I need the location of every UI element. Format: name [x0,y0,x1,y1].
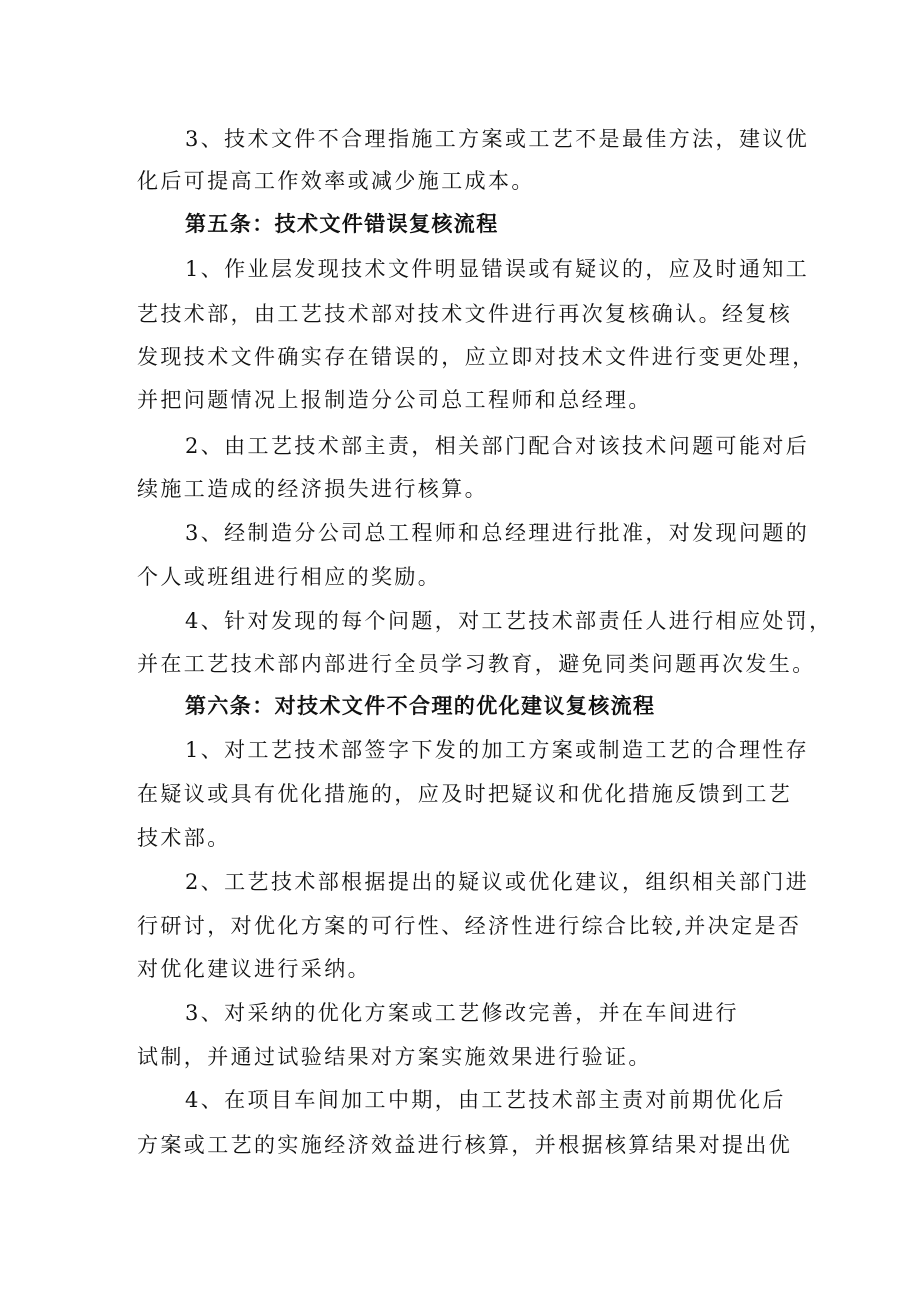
paragraph-line: 试制，并通过试验结果对方案实施效果进行验证。 [137,1045,652,1069]
section-heading: 第六条：对技术文件不合理的优化建议复核流程 [185,694,656,718]
paragraph-line: 个人或班组进行相应的奖励。 [137,565,442,589]
paragraph-line: 发现技术文件确实存在错误的，应立即对技术文件进行变更处理， [137,345,816,369]
paragraph-line: 在疑议或具有优化措施的，应及时把疑议和优化措施反馈到工艺 [137,782,793,806]
paragraph-line: 并把问题情况上报制造分公司总工程师和总经理。 [137,388,652,412]
section-heading: 第五条：技术文件错误复核流程 [185,212,499,236]
paragraph-line: 方案或工艺的实施经济效益进行核算，并根据核算结果对提出优 [137,1133,793,1157]
paragraph-line: 2、由工艺技术部主责，相关部门配合对该技术问题可能对后 [185,434,810,458]
paragraph-line: 1、作业层发现技术文件明显错误或有疑议的，应及时通知工 [185,257,810,281]
paragraph-line: 1、对工艺技术部签字下发的加工方案或制造工艺的合理性存 [185,738,810,762]
paragraph-line: 化后可提高工作效率或减少施工成本。 [137,169,535,193]
paragraph-line: 2、工艺技术部根据提出的疑议或优化建议，组织相关部门进 [185,870,810,894]
paragraph-line: 艺技术部，由工艺技术部对技术文件进行再次复核确认。经复核 [137,302,793,326]
paragraph-line: 技术部。 [137,826,231,850]
paragraph-line: 3、对采纳的优化方案或工艺修改完善，并在车间进行 [185,1001,739,1025]
paragraph-line: 并在工艺技术部内部进行全员学习教育，避免同类问题再次发生。 [137,652,816,676]
paragraph-line: 3、经制造分公司总工程师和总经理进行批准，对发现问题的 [185,521,810,545]
paragraph-line: 行研讨，对优化方案的可行性、经济性进行综合比较,并决定是否 [137,914,802,938]
paragraph-line: 对优化建议进行采纳。 [137,957,371,981]
paragraph-line: 续施工造成的经济损失进行核算。 [137,477,488,501]
paragraph-line: 4、针对发现的每个问题，对工艺技术部责任人进行相应处罚， [185,609,833,633]
paragraph-line: 4、在项目车间加工中期，由工艺技术部主责对前期优化后 [185,1088,786,1112]
paragraph-line: 3、技术文件不合理指施工方案或工艺不是最佳方法，建议优 [185,127,810,151]
